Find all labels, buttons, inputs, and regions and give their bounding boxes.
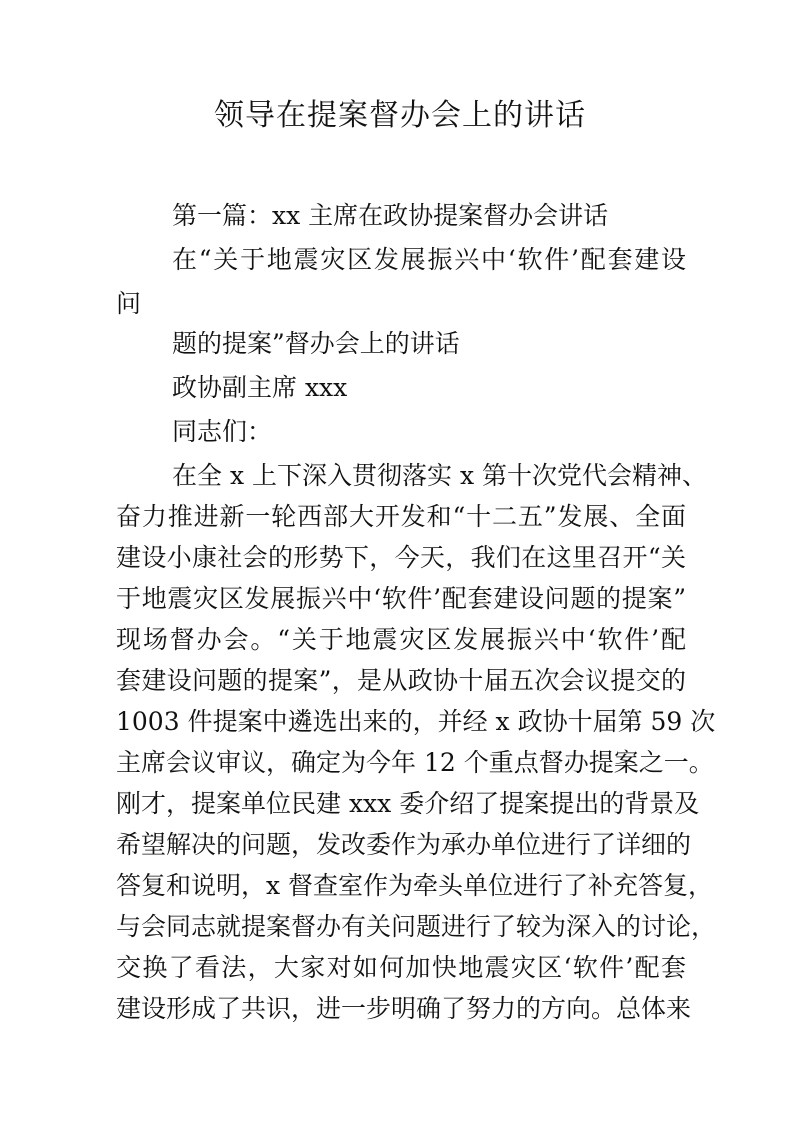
- body-line: 在全 x 上下深入贯彻落实 x 第十次党代会精神、: [172, 461, 707, 490]
- body-line: 套建设问题的提案”，是从政协十届五次会议提交的: [116, 666, 686, 695]
- body-line: 建设小康社会的形势下，今天，我们在这里召开“关: [116, 543, 686, 572]
- body-line: 于地震灾区发展振兴中‘软件’配套建设问题的提案”: [116, 584, 686, 613]
- body-line: 1003 件提案中遴选出来的，并经 x 政协十届第 59 次: [116, 707, 716, 736]
- speaker-line: 政协副主席 xxx: [172, 373, 348, 402]
- subtitle-line: 题的提案”督办会上的讲话: [172, 329, 460, 358]
- body-line: 希望解决的问题，发改委作为承办单位进行了详细的: [116, 830, 692, 859]
- document-title: 领导在提案督办会上的讲话: [214, 98, 586, 133]
- salutation-line: 同志们：: [172, 417, 273, 446]
- body-line: 刚才，提案单位民建 xxx 委介绍了提案提出的背景及: [116, 789, 700, 818]
- body-line: 交换了看法，大家对如何加快地震灾区‘软件’配套: [116, 953, 686, 982]
- body-line: 现场督办会。“关于地震灾区发展振兴中‘软件’配: [116, 625, 686, 654]
- subtitle-line: 在“关于地震灾区发展振兴中‘软件’配套建设: [172, 245, 686, 274]
- heading-line: 第一篇：xx 主席在政协提案督办会讲话: [172, 201, 609, 230]
- subtitle-wrap-line: 问: [116, 289, 142, 318]
- body-line: 建设形成了共识，进一步明确了努力的方向。总体来: [116, 994, 692, 1023]
- body-line: 答复和说明，x 督查室作为牵头单位进行了补充答复，: [116, 871, 714, 900]
- body-line: 主席会议审议，确定为今年 12 个重点督办提案之一。: [116, 748, 714, 777]
- body-line: 与会同志就提案督办有关问题进行了较为深入的讨论，: [116, 912, 717, 941]
- body-line: 奋力推进新一轮西部大开发和“十二五”发展、全面: [116, 502, 686, 531]
